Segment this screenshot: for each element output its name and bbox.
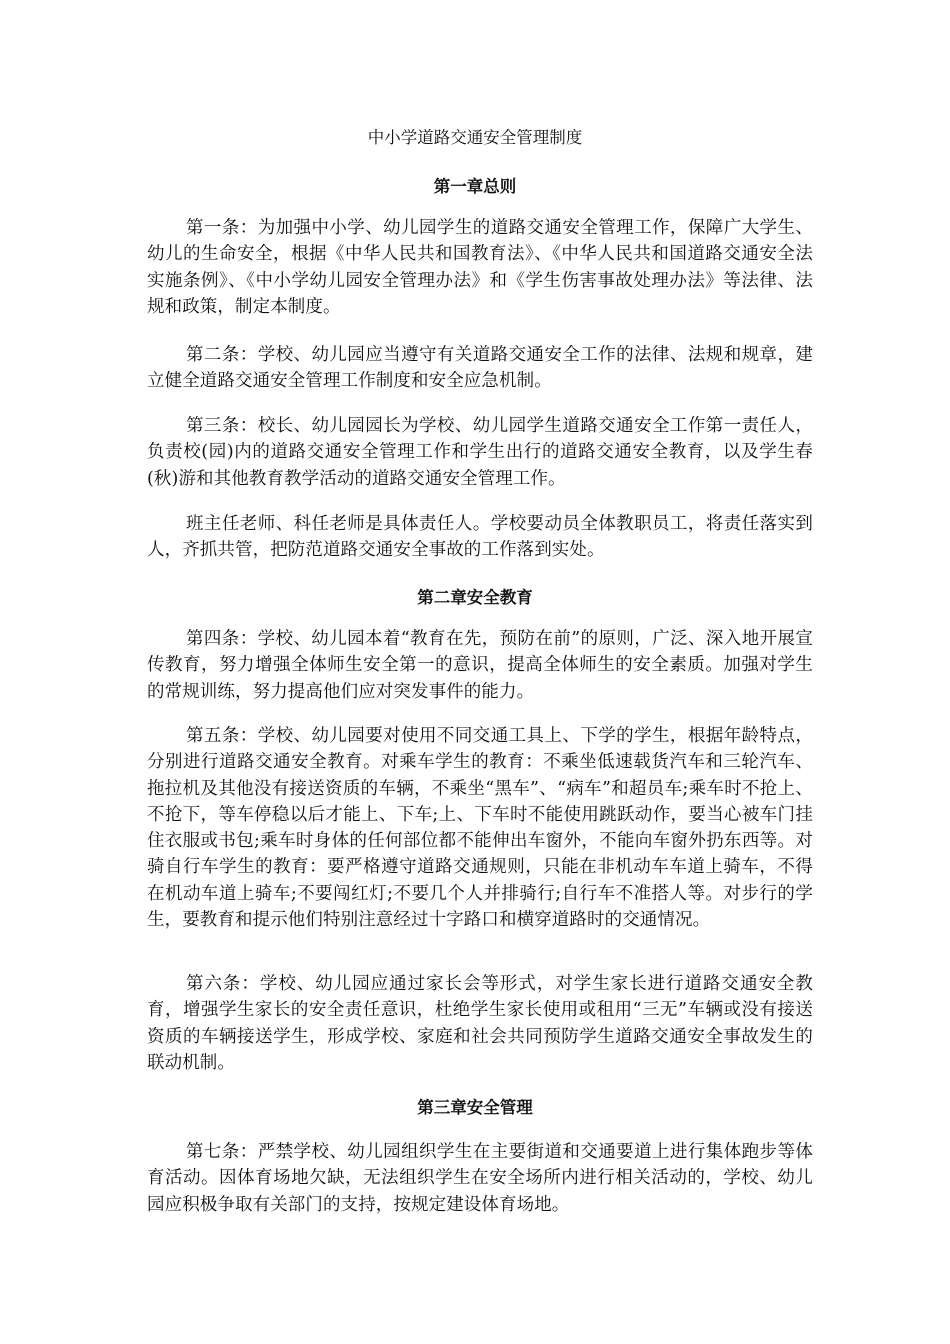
paragraph-article-3: 第三条：校长、幼儿园园长为学校、幼儿园学生道路交通安全工作第一责任人，负责校(园)内的道路交通安全管理工作和学生出行的道路交通安全教育，以及学生春(秋)游和其他教育教学活动的道路交通安全管理工作。: [147, 416, 813, 489]
paragraph-article-6: 第六条：学校、幼儿园应通过家长会等形式，对学生家长进行道路交通安全教育，增强学生家长的安全责任意识，杜绝学生家长使用或租用“三无”车辆或没有接送资质的车辆接送学生，形成学校、家庭和社会共同预防学生道路交通安全事故发生的联动机制。: [147, 974, 813, 1073]
chapter-1-heading: 第一章总则: [433, 177, 517, 196]
paragraph-article-1: 第一条：为加强中小学、幼儿园学生的道路交通安全管理工作，保障广大学生、幼儿的生命安全，根据《中华人民共和国教育法》、《中华人民共和国道路交通安全法实施条例》、《中小学幼儿园安全管理办法》和《学生伤害事故处理办法》等法律、法规和政策，制定本制度。: [147, 218, 813, 317]
paragraph-article-2: 第二条：学校、幼儿园应当遵守有关道路交通安全工作的法律、法规和规章，建立健全道路交通安全管理工作制度和安全应急机制。: [147, 345, 813, 392]
chapter-3-heading: 第三章安全管理: [417, 1098, 533, 1117]
chapter-2-heading: 第二章安全教育: [417, 588, 533, 607]
paragraph-article-4: 第四条：学校、幼儿园本着“教育在先，预防在前”的原则，广泛、深入地开展宣传教育，努力增强全体师生安全第一的意识，提高全体师生的安全素质。加强对学生的常规训练，努力提高他们应对突发事件的能力。: [147, 629, 813, 702]
document-title: 中小学道路交通安全管理制度: [367, 128, 583, 147]
paragraph-article-5: 第五条：学校、幼儿园要对使用不同交通工具上、下学的学生，根据年龄特点，分别进行道路交通安全教育。对乘车学生的教育：不乘坐低速载货汽车和三轮汽车、拖拉机及其他没有接送资质的车辆，不乘坐“黑车”、“病车”和超员车;乘车时不抢上、不抢下，等车停稳以后才能上、下车;上、下车时不能使用跳跃动作，要当心被车门挂住衣服或书包;乘车时身体的任何部位都不能伸出车窗外，不能向车窗外扔东西等。对骑自行车学生的教育：要严格遵守道路交通规则，只能在非机动车车道上骑车，不得在机动车道上骑车;不要闯红灯;不要几个人并排骑行;自行车不准搭人等。对步行的学生，要教育和提示他们特别注意经过十字路口和横穿道路时的交通情况。: [147, 726, 813, 931]
paragraph-responsibility: 班主任老师、科任老师是具体责任人。学校要动员全体教职员工，将责任落实到人，齐抓共管，把防范道路交通安全事故的工作落到实处。: [147, 514, 813, 561]
paragraph-article-7: 第七条：严禁学校、幼儿园组织学生在主要街道和交通要道上进行集体跑步等体育活动。因体育场地欠缺，无法组织学生在安全场所内进行相关活动的，学校、幼儿园应积极争取有关部门的支持，按规定建设体育场地。: [147, 1142, 813, 1215]
